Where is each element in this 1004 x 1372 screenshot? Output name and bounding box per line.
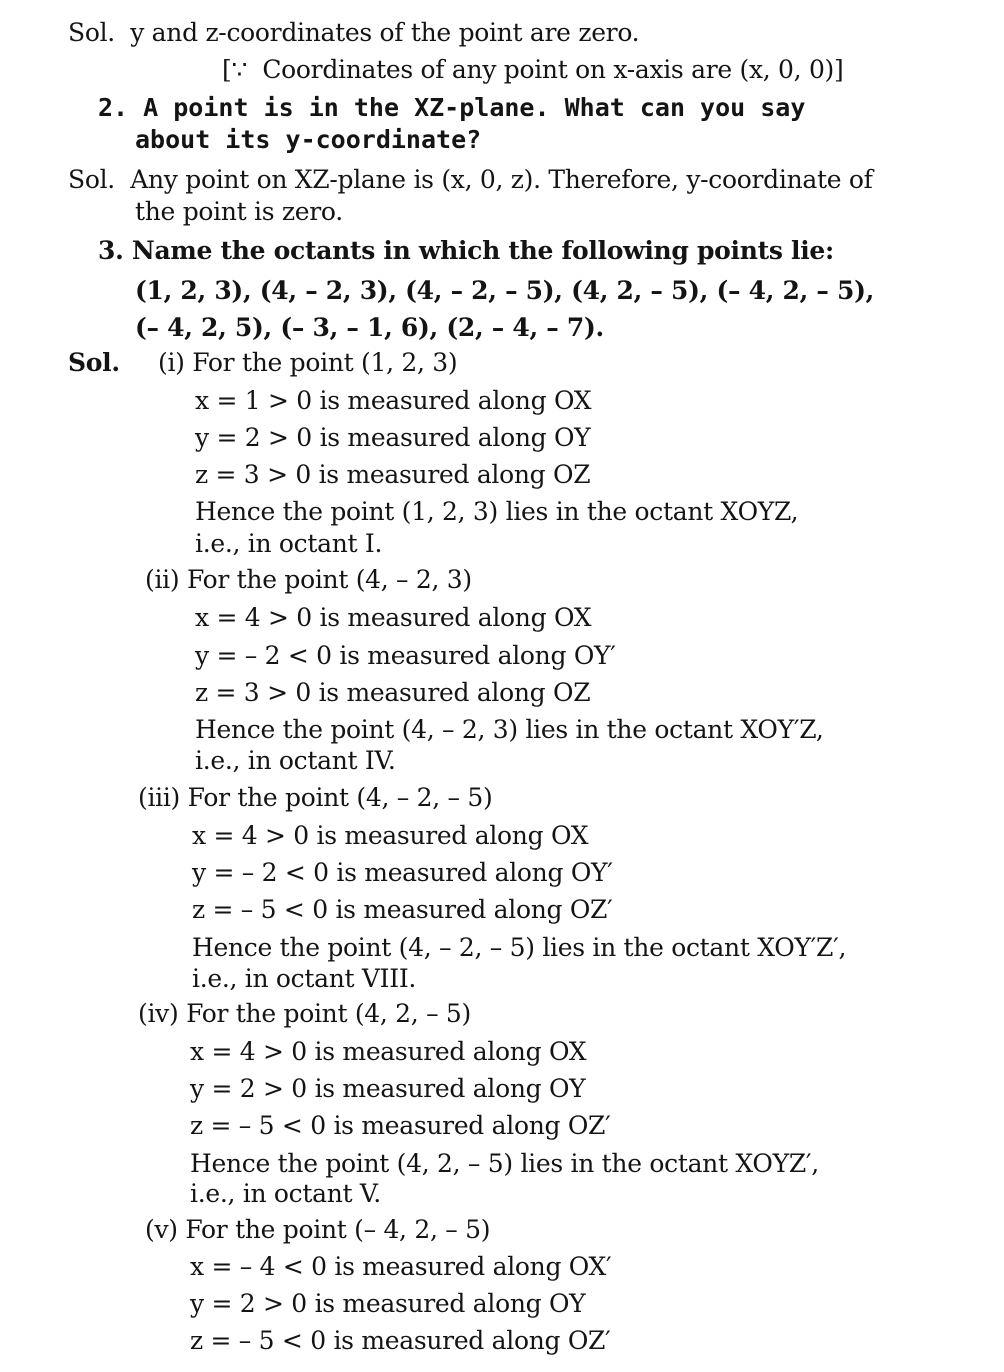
case-iv-octant: i.e., in octant V. (190, 1179, 381, 1208)
case-iii-x: x = 4 > 0 is measured along OX (192, 821, 589, 850)
case-ii-octant: i.e., in octant IV. (195, 746, 396, 775)
case-iii-y: y = – 2 < 0 is measured along OY′ (192, 858, 613, 887)
case-ii-y: y = – 2 < 0 is measured along OY′ (195, 641, 616, 670)
case-iii-conclusion: Hence the point (4, – 2, – 5) lies in the octant XOY′Z′, (192, 933, 847, 962)
case-ii-x: x = 4 > 0 is measured along OX (195, 603, 592, 632)
case-iv-conclusion: Hence the point (4, 2, – 5) lies in the octant XOYZ′, (190, 1149, 819, 1178)
case-v-y: y = 2 > 0 is measured along OY (190, 1289, 586, 1318)
question-3-line-3: (– 4, 2, 5), (– 3, – 1, 6), (2, – 4, – 7). (135, 313, 604, 342)
case-i-z: z = 3 > 0 is measured along OZ (195, 460, 591, 489)
case-v-heading: (v) For the point (– 4, 2, – 5) (145, 1215, 491, 1244)
case-v-z: z = – 5 < 0 is measured along OZ′ (190, 1326, 611, 1355)
case-iv-z: z = – 5 < 0 is measured along OZ′ (190, 1111, 611, 1140)
case-ii-conclusion: Hence the point (4, – 2, 3) lies in the octant XOY′Z, (195, 715, 824, 744)
case-iii-heading: (iii) For the point (4, – 2, – 5) (138, 783, 493, 812)
case-iv-x: x = 4 > 0 is measured along OX (190, 1037, 587, 1066)
case-ii-z: z = 3 > 0 is measured along OZ (195, 678, 591, 707)
case-i-x: x = 1 > 0 is measured along OX (195, 386, 592, 415)
case-iii-octant: i.e., in octant VIII. (192, 964, 417, 993)
case-iii-z: z = – 5 < 0 is measured along OZ′ (192, 895, 613, 924)
reason-note: [∵ Coordinates of any point on x-axis are (x, 0, 0)] (222, 55, 844, 84)
solution-2-line-2: the point is zero. (135, 197, 343, 226)
solution-1-line: Sol. y and z-coordinates of the point are zero. (68, 18, 640, 47)
question-3-line-1: 3. Name the octants in which the following points lie: (98, 236, 834, 265)
case-v-x: x = – 4 < 0 is measured along OX′ (190, 1252, 612, 1281)
question-3-line-2: (1, 2, 3), (4, – 2, 3), (4, – 2, – 5), (4, 2, – 5), (– 4, 2, – 5), (135, 276, 875, 305)
case-i-y: y = 2 > 0 is measured along OY (195, 423, 591, 452)
case-i-heading: (i) For the point (1, 2, 3) (158, 348, 458, 377)
case-i-conclusion: Hence the point (1, 2, 3) lies in the octant XOYZ, (195, 497, 799, 526)
case-i-octant: i.e., in octant I. (195, 529, 383, 558)
question-2-line-2: about its y-coordinate? (135, 125, 482, 154)
question-2-line-1: 2. A point is in the XZ-plane. What can you say (98, 93, 806, 122)
case-ii-heading: (ii) For the point (4, – 2, 3) (145, 565, 472, 594)
solution-2-line-1: Sol. Any point on XZ-plane is (x, 0, z). Therefore, y-coordinate of (68, 165, 873, 194)
case-iv-heading: (iv) For the point (4, 2, – 5) (138, 999, 471, 1028)
case-iv-y: y = 2 > 0 is measured along OY (190, 1074, 586, 1103)
solution-3-label: Sol. (68, 348, 120, 377)
